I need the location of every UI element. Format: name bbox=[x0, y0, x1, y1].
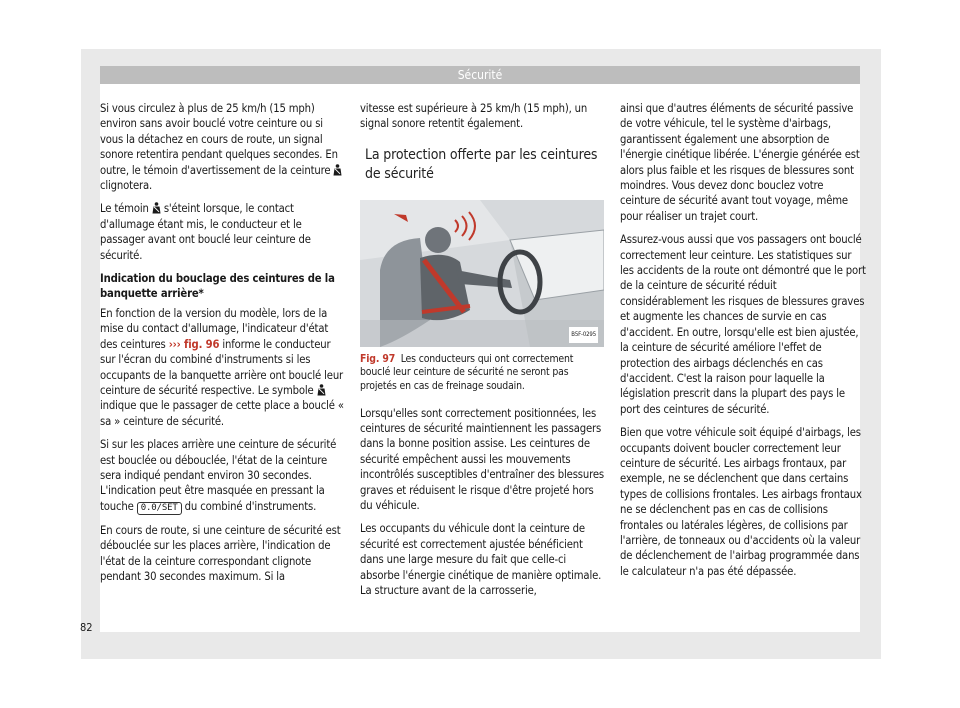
paragraph: Bien que votre véhicule soit équipé d'airbags, les occupants doivent boucler correctement leur ceinture de sécurité. Les airbags frontaux, par exemple, ne se déclenchent que dans certains types de collisions frontales. Les airbags frontaux ne se déclenchent pas en cas de collisions frontales ou latérales légères, de collisions par l'arrière, de tonneaux ou d'accidents où la valeur de déclenchement de l'airbag programmée dans le calculateur n'a pas été dépassée. bbox=[620, 426, 862, 578]
paragraph: Assurez-vous aussi que vos passagers ont bouclé correctement leur ceinture. Les statistiques sur les accidents de la route ont démontré que le port de la ceinture de sécurité réduit considérablement les risques de blessures graves et augmente les chances de survie en cas d'accident. En outre, lorsqu'elle est bien ajustée, la ceinture de sécurité améliore l'effet de protection des airbags déclenchés en cas d'accident. C'est la raison pour laquelle la législation prescrit dans la plupart des pays le port des ceintures de sécurité. bbox=[620, 233, 866, 416]
key-label: 0.0/SET bbox=[137, 502, 182, 515]
seatbelt-person-icon bbox=[333, 164, 342, 176]
paragraph: Les occupants du véhicule dont la ceinture de sécurité est correctement ajustée bénéficient dans une large mesure du fait que celle-ci absorbe l'énergie cinétique de manière optimale. La structure avant de la carrosserie, bbox=[360, 522, 602, 598]
manual-page bbox=[80, 66, 866, 634]
paragraph: Si vous circulez à plus de 25 km/h (15 mph) environ sans avoir bouclé votre ceinture ou si vous la détachez en cours de route, un signal sonore retentira pendant quelques secondes. En outre, le témoin d'avertissement de la ceinture clignotera. bbox=[100, 101, 346, 193]
page-number: 82 bbox=[80, 621, 93, 634]
figure-caption: Fig. 97 Les conducteurs qui ont correctement bouclé leur ceinture de sécurité ne seront pas projetés en cas de freinage soudain. bbox=[360, 352, 574, 392]
figure-code: B5F-0295 bbox=[569, 327, 598, 342]
column-3 bbox=[620, 101, 866, 587]
paragraph: Lorsqu'elles sont correctement positionnées, les ceintures de sécurité maintiennent les passagers dans la bonne position assise. Les ceintures de sécurité empêchent aussi les mouvements incontrôlés susceptibles d'entraîner des blessures graves et réduisent le risque d'être projeté hors du véhicule. bbox=[360, 406, 605, 513]
driver-illustration bbox=[360, 200, 604, 347]
paragraph: ainsi que d'autres éléments de sécurité passive de votre véhicule, tel le système d'airbags, garantissent également une absorption de l'énergie cinétique libérée. L'énergie générée est alors plus faible et les risques de blessures sont moindres. Vous devez donc bouclez votre ceinture de sécurité avant tout voyage, même pour réaliser un trajet court. bbox=[620, 102, 860, 223]
seatbelt-person-icon bbox=[152, 202, 161, 214]
subheading: Indication du bouclage des ceintures de la banquette arrière* bbox=[100, 272, 335, 301]
paragraph: Le témoin s'éteint lorsque, le contact d'allumage étant mis, le conducteur et le passager avant ont bouclé leur ceinture de sécurité. bbox=[100, 202, 311, 262]
figure-image bbox=[360, 200, 604, 347]
section-heading: La protection offerte par les ceintures de sécurité bbox=[365, 146, 598, 182]
paragraph: En cours de route, si une ceinture de sécurité est débouclée sur les places arrière, l'indication de l'état de la ceinture correspondant clignote pendant 30 secondes maximum. Si la bbox=[100, 523, 341, 583]
figure-link[interactable]: ››› fig. 96 bbox=[168, 337, 220, 351]
column-1 bbox=[100, 101, 346, 592]
column-2 bbox=[360, 101, 606, 606]
paragraph: Si sur les places arrière une ceinture de sécurité est bouclée ou débouclée, l'état de la ceinture sera indiqué pendant environ 30 secondes. L'indication peut être masquée en pressant la touche 0.0/SET du combiné d'instruments. bbox=[100, 438, 337, 513]
section-header: Sécurité bbox=[100, 66, 860, 84]
paragraph: En fonction de la version du modèle, lors de la mise du contact d'allumage, l'indicateur d'état des ceintures ››› fig. 96 informe le conducteur sur l'écran du combiné d'instruments si les occupants de la banquette arrière ont bouclé leur ceinture de sécurité respective. Le symbole indique que le passager de cette place a bouclé « sa » ceinture de sécurité. bbox=[100, 306, 344, 428]
paragraph: vitesse est supérieure à 25 km/h (15 mph), un signal sonore retentit également. bbox=[360, 102, 588, 131]
seatbelt-person-icon bbox=[317, 384, 326, 396]
page-sheet bbox=[81, 49, 881, 659]
